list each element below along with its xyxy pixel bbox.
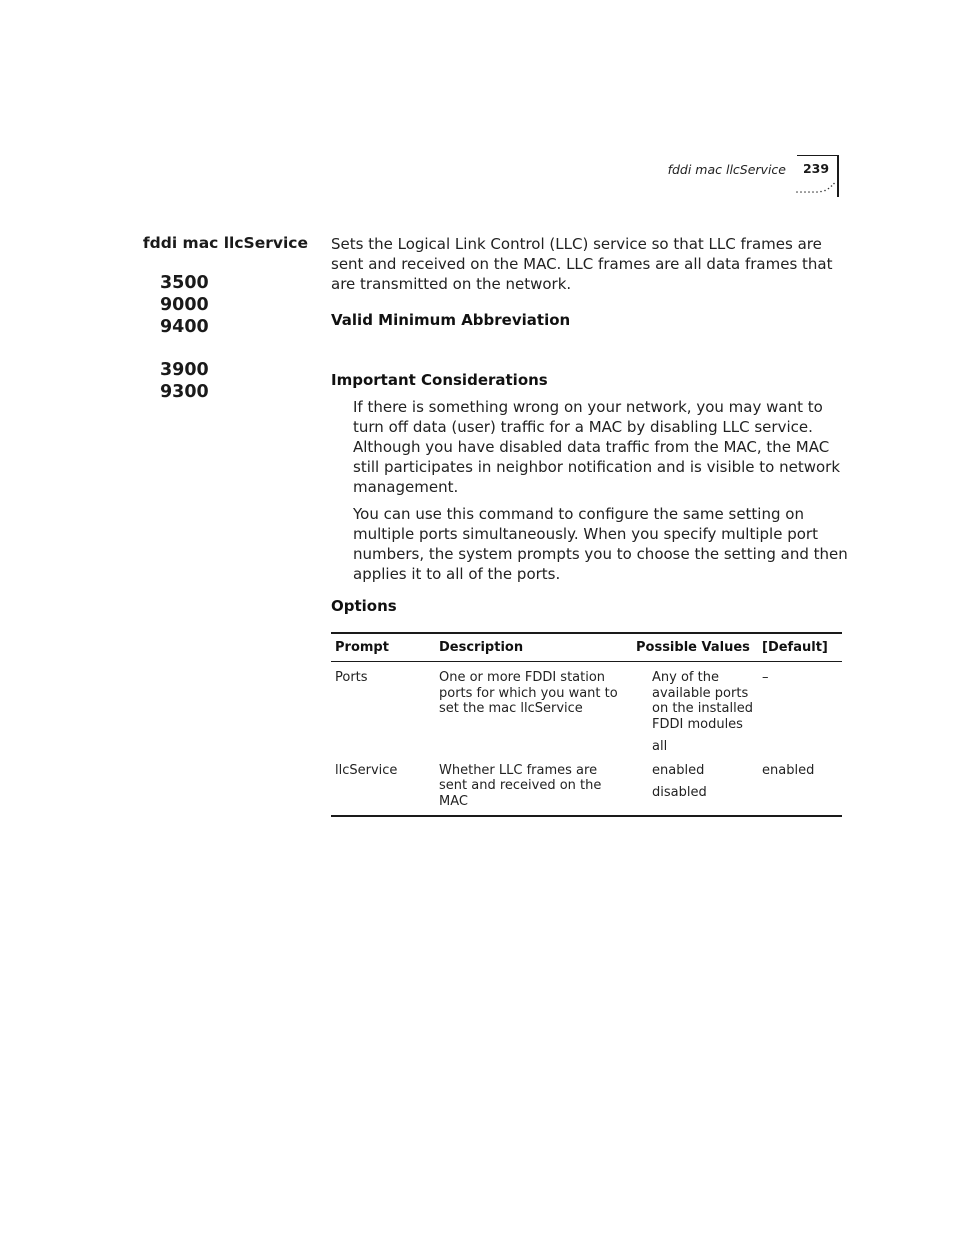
- command-name: fddi mac llcService: [142, 234, 308, 252]
- options-table: [331, 632, 842, 817]
- running-header-title: fddi mac llcService: [667, 162, 786, 177]
- column-header-description: Description: [435, 633, 632, 662]
- header-rule-vertical: [837, 155, 839, 197]
- description-cell: Whether LLC frames are sent and received on the MAC: [435, 756, 632, 817]
- consideration-paragraph: You can use this command to configure the same setting on multiple ports simultaneously. When you specify multiple port numbers, the system prompts you to choose the setting and then applies it to all of the ports.: [353, 505, 848, 583]
- options-heading: Options: [331, 597, 397, 615]
- platform-list: [160, 272, 280, 338]
- values-cell: [632, 662, 758, 756]
- possible-value: Any of the available ports on the installed FDDI modules: [652, 670, 753, 732]
- prompt-cell: Ports: [335, 670, 368, 685]
- consideration-paragraph: If there is something wrong on your network, you may want to turn off data (user) traffic for a MAC by disabling LLC service. Although you have disabled data traffic from the MAC, the MAC still participates in neighbor notification and is visible to network management.: [353, 398, 841, 496]
- column-header-values: Possible Values: [632, 633, 758, 662]
- default-cell: –: [762, 670, 769, 685]
- platform-list: [160, 359, 280, 403]
- possible-value: all: [652, 739, 668, 754]
- platform-number: 3900: [160, 360, 209, 380]
- table-header-row: [331, 633, 842, 662]
- platform-number: 9400: [160, 317, 209, 337]
- default-cell: enabled: [758, 756, 842, 817]
- considerations-heading: Important Considerations: [331, 371, 548, 389]
- column-header-default: [Default]: [758, 633, 842, 662]
- description-cell: One or more FDDI station ports for which you want to set the mac llcService: [439, 670, 618, 716]
- values-cell: [632, 756, 758, 817]
- header-dots-ornament: [795, 182, 837, 194]
- platform-number: 9300: [160, 382, 209, 402]
- platform-number: 3500: [160, 273, 209, 293]
- table-row: [331, 756, 842, 817]
- column-header-prompt: Prompt: [331, 633, 435, 662]
- possible-value: disabled: [652, 785, 707, 800]
- page-number: 239: [802, 161, 830, 176]
- table-row: [331, 662, 842, 756]
- platform-number: 9000: [160, 295, 209, 315]
- valid-abbreviation-heading: Valid Minimum Abbreviation: [331, 311, 571, 329]
- possible-value: enabled: [652, 762, 705, 778]
- header-rule-horizontal: [797, 155, 839, 156]
- prompt-cell: llcService: [331, 756, 435, 817]
- intro-paragraph: Sets the Logical Link Control (LLC) service so that LLC frames are sent and received on the MAC. LLC frames are all data frames that are transmitted on the network.: [331, 235, 833, 293]
- considerations-body: [353, 397, 848, 591]
